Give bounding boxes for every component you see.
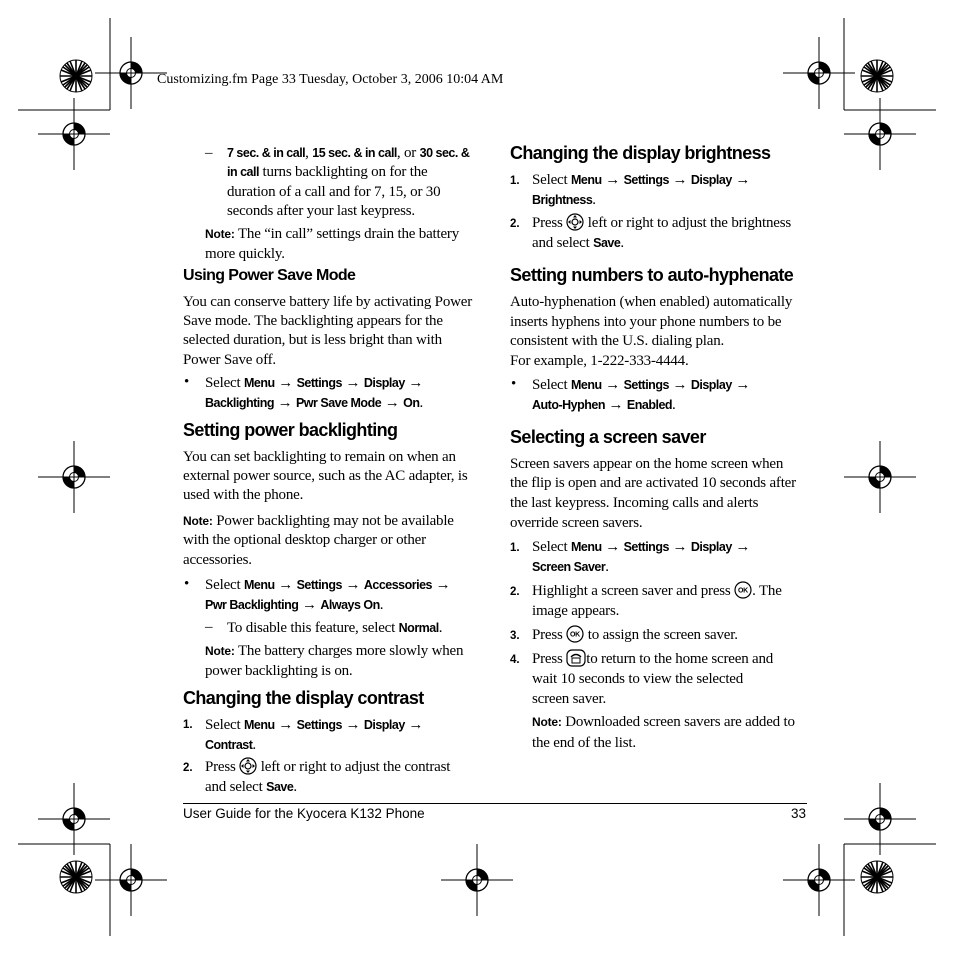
arrow-icon: → (605, 377, 621, 393)
section-heading: Setting numbers to auto-hyphenate (510, 265, 794, 285)
paragraph-line: Auto-hyphenation (when enabled) automatically (510, 294, 793, 310)
step-text: image appears. (532, 603, 620, 619)
arrow-icon: → (608, 397, 624, 413)
text-line: seconds after your last keypress. (227, 203, 415, 219)
note: Note: Downloaded screen savers are added to (532, 714, 795, 730)
paragraph-line: used with the phone. (183, 487, 304, 503)
dash-item-line: in call turns backlighting on for the (227, 164, 428, 180)
step-text: Press OK to assign the screen saver. (532, 627, 738, 643)
menu-path: Select Menu → Settings → Display → (205, 375, 424, 391)
paragraph-line: For example, 1-222-333-4444. (510, 353, 689, 369)
menu-option: 15 sec. & in call (312, 146, 397, 160)
step-text: wait 10 seconds to view the selected (532, 671, 744, 687)
arrow-icon: → (345, 717, 361, 733)
menu-path: Contrast. (205, 737, 256, 753)
menu-path: Select Menu → Settings → Display → (205, 717, 424, 733)
dash-item-line: 7 sec. & in call, 15 sec. & in call, or 30 sec. & (227, 145, 470, 161)
note-label: Note: (532, 715, 562, 729)
paragraph-line: inserts hyphens into your phone numbers to be (510, 314, 782, 330)
menu-path: Backlighting → Pwr Save Mode → On. (205, 395, 424, 411)
arrow-icon: → (278, 577, 294, 593)
step-number: 1. (510, 175, 520, 187)
note-line: the end of the list. (532, 735, 636, 751)
menu-path: Auto-Hyphen → Enabled. (532, 397, 676, 413)
step-text: and select Save. (205, 779, 297, 795)
menu-path: Select Menu → Settings → Display → (532, 172, 751, 188)
step-number: 2. (510, 218, 520, 230)
arrow-icon: → (301, 597, 317, 613)
menu-option: 7 sec. & in call (227, 146, 306, 160)
paragraph-line: You can set backlighting to remain on when an (183, 449, 456, 465)
step-text: and select Save. (532, 235, 624, 251)
menu-path: Brightness. (532, 192, 596, 208)
dash-item-line: To disable this feature, select Normal. (227, 620, 443, 636)
menu-path: Pwr Backlighting → Always On. (205, 597, 384, 613)
arrow-icon: → (735, 377, 751, 393)
step-text: Press to return to the home screen and (532, 651, 774, 667)
menu-path: Select Menu → Settings → Accessories → (205, 577, 451, 593)
menu-option: in call (227, 165, 259, 179)
section-heading: Changing the display brightness (510, 143, 771, 163)
arrow-icon: → (345, 375, 361, 391)
arrow-icon: → (408, 717, 424, 733)
bullet: • (511, 376, 517, 392)
note: Note: The battery charges more slowly when (205, 643, 464, 659)
step-number: 2. (510, 586, 520, 598)
navigation-key-icon (239, 757, 257, 775)
paragraph-line: external power source, such as the AC adapter, is (183, 468, 468, 484)
section-heading: Setting power backlighting (183, 420, 398, 440)
note-label: Note: (183, 514, 213, 528)
arrow-icon: → (384, 395, 400, 411)
arrow-icon: → (672, 539, 688, 555)
arrow-icon: → (277, 395, 293, 411)
menu-option: 30 sec. & (419, 146, 470, 160)
step-text: Press left or right to adjust the brightness (532, 215, 791, 231)
end-key-icon (566, 649, 586, 667)
dash-marker: – (205, 145, 213, 161)
step-number: 1. (510, 542, 520, 554)
page-number: 33 (791, 806, 807, 821)
registration-mark (441, 844, 513, 916)
registration-mark (38, 441, 110, 513)
menu-path: Select Menu → Settings → Display → (532, 539, 751, 555)
paragraph-line: the last keypress. Incoming calls and alerts (510, 495, 759, 511)
arrow-icon: → (672, 172, 688, 188)
star-target (861, 861, 893, 893)
trim-lines (18, 18, 936, 936)
note: Note: The “in call” settings drain the battery (205, 226, 460, 242)
star-target (60, 861, 92, 893)
paragraph-line: Screen savers appear on the home screen when (510, 456, 784, 472)
note-line: accessories. (183, 552, 252, 568)
menu-path: Select Menu → Settings → Display → (532, 377, 751, 393)
star-target (60, 60, 92, 92)
step-text: screen saver. (532, 691, 607, 707)
note: Note: Power backlighting may not be available (183, 513, 454, 529)
arrow-icon: → (735, 172, 751, 188)
note-line: power backlighting is on. (205, 663, 353, 679)
svg-text:OK: OK (570, 631, 581, 639)
step-number: 4. (510, 654, 520, 666)
arrow-icon: → (672, 377, 688, 393)
footer-rule (183, 803, 807, 804)
svg-text:OK: OK (738, 587, 749, 595)
section-heading: Using Power Save Mode (183, 267, 356, 284)
arrow-icon: → (605, 172, 621, 188)
arrow-icon: → (278, 717, 294, 733)
page-header: Customizing.fm Page 33 Tuesday, October 3, 2006 10:04 AM (157, 72, 504, 87)
paragraph-line: override screen savers. (510, 515, 643, 531)
registration-mark (844, 98, 916, 170)
arrow-icon: → (278, 375, 294, 391)
section-heading: Changing the display contrast (183, 688, 424, 708)
paragraph-line: Power Save off. (183, 352, 276, 368)
step-number: 2. (183, 762, 193, 774)
arrow-icon: → (735, 539, 751, 555)
arrow-icon: → (408, 375, 424, 391)
arrow-icon: → (435, 577, 451, 593)
ok-key-icon (566, 625, 584, 643)
note-line: more quickly. (205, 246, 285, 262)
step-number: 3. (510, 630, 520, 642)
ok-key-icon (734, 581, 752, 599)
step-text: Press left or right to adjust the contrast (205, 759, 451, 775)
bullet: • (184, 576, 190, 592)
registration-mark (844, 441, 916, 513)
section-heading: Selecting a screen saver (510, 427, 706, 447)
footer-title: User Guide for the Kyocera K132 Phone (183, 806, 425, 821)
arrow-icon: → (345, 577, 361, 593)
registration-mark (38, 98, 110, 170)
note-label: Note: (205, 644, 235, 658)
registration-mark (95, 844, 167, 916)
step-text: Highlight a screen saver and press OK . The (532, 583, 782, 599)
paragraph-line: Save mode. The backlighting appears for the (183, 313, 443, 329)
paragraph-line: You can conserve battery life by activating Power (183, 294, 473, 310)
arrow-icon: → (605, 539, 621, 555)
bullet: • (184, 374, 190, 390)
paragraph-line: consistent with the U.S. dialing plan. (510, 333, 725, 349)
text-line: duration of a call and for 7, 15, or 30 (227, 184, 441, 200)
menu-path: Screen Saver. (532, 559, 609, 575)
note-label: Note: (205, 227, 235, 241)
dash-marker: – (205, 619, 213, 635)
paragraph-line: the flip is open and are activated 10 seconds after (510, 475, 796, 491)
navigation-key-icon (566, 213, 584, 231)
paragraph-line: selected duration, but is less bright than with (183, 332, 442, 348)
note-line: with the optional desktop charger or other (183, 532, 426, 548)
star-target (861, 60, 893, 92)
step-number: 1. (183, 719, 193, 731)
